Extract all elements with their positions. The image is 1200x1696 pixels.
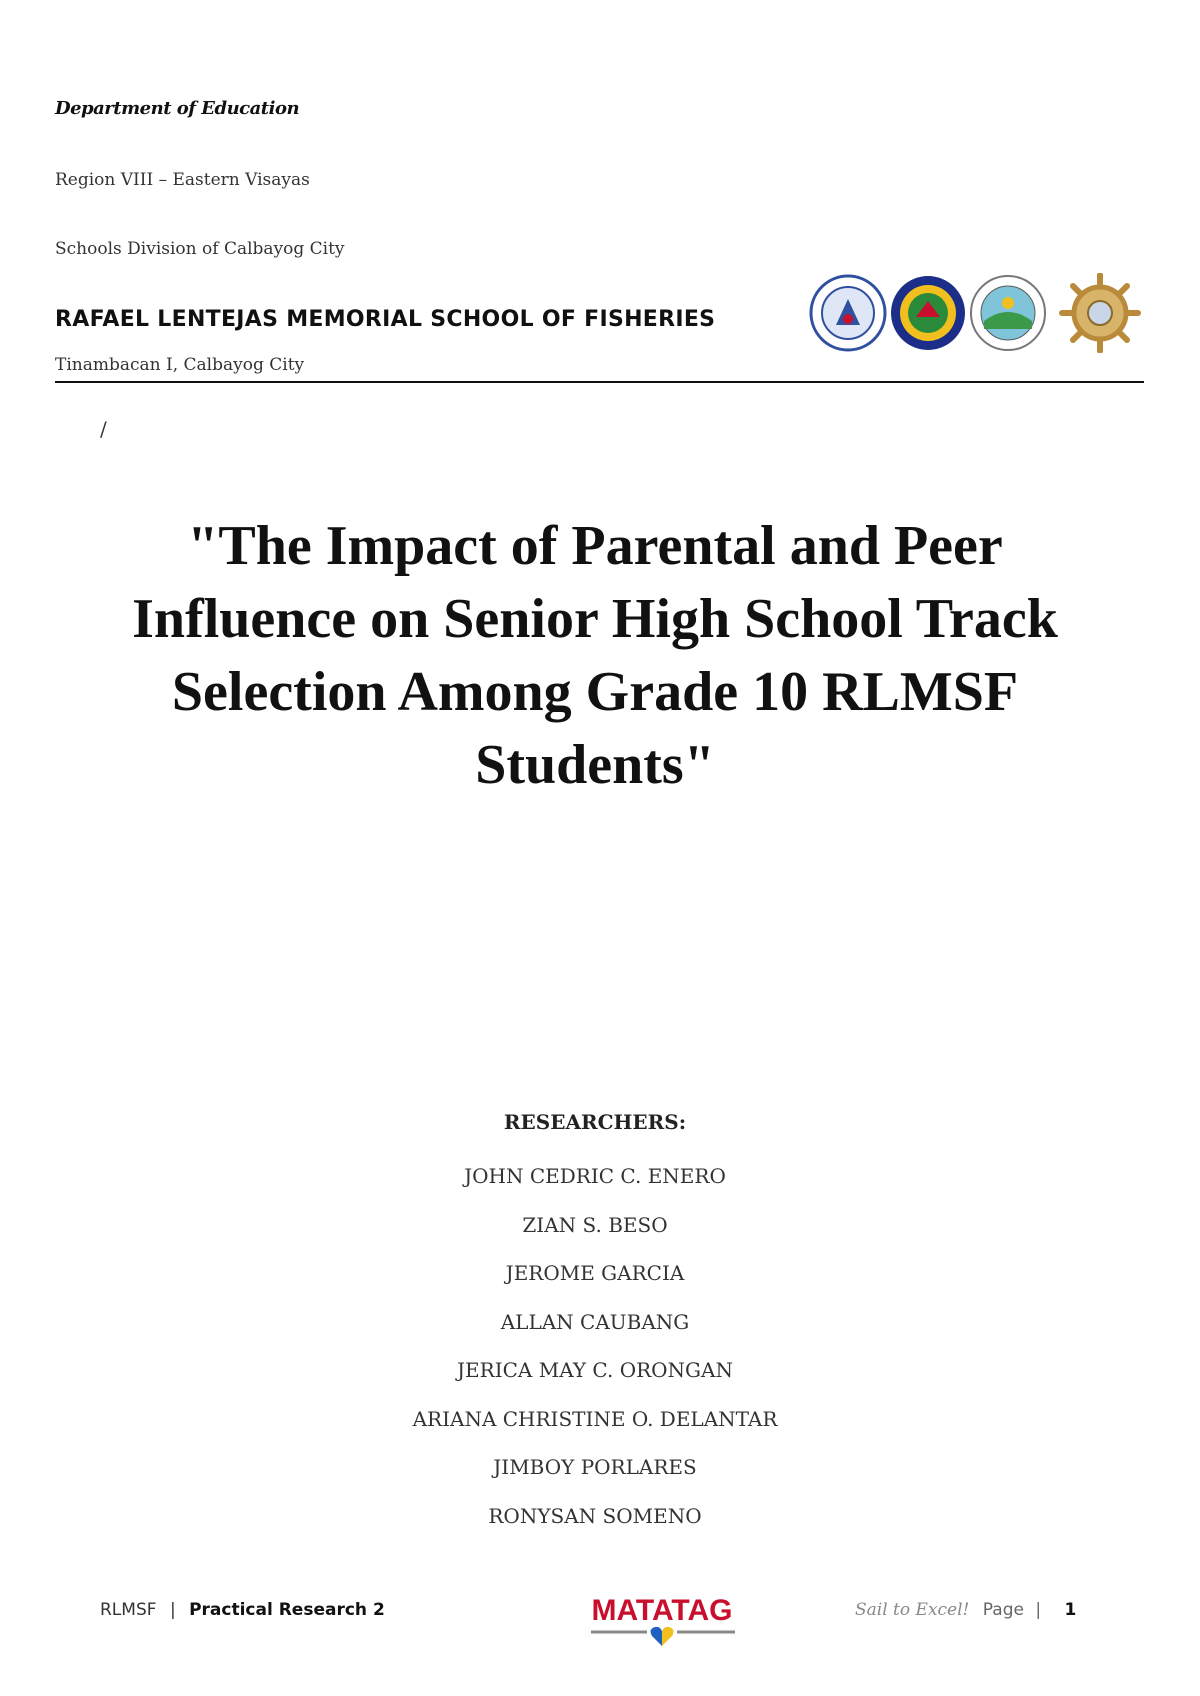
deped-seal-icon (811, 276, 885, 350)
city-seal-icon (971, 276, 1045, 350)
title-line: Influence on Senior High School Track (132, 588, 1058, 650)
heart-icon (651, 1627, 674, 1646)
matatag-logo (585, 1592, 740, 1652)
researcher-name: JIMBOY PORLARES (493, 1455, 697, 1479)
thesis-title (90, 510, 1100, 802)
researchers-section (0, 1110, 1190, 1540)
researcher-name: JERICA MAY C. ORONGAN (457, 1358, 733, 1382)
division-seal-icon (891, 276, 965, 350)
footer-left (100, 1600, 385, 1620)
footer-motto: Sail to Excel! (855, 1600, 970, 1620)
page-label: Page (982, 1600, 1024, 1620)
ship-wheel-icon (1062, 275, 1138, 351)
researcher-name: JEROME GARCIA (505, 1261, 685, 1285)
researcher-name: ARIANA CHRISTINE O. DELANTAR (412, 1406, 778, 1431)
researcher-name: ZIAN S. BESO (522, 1212, 668, 1237)
footer-school-code: RLMSF (100, 1600, 157, 1620)
footer-separator: | (169, 1600, 176, 1620)
page-number: 1 (1064, 1600, 1077, 1620)
researcher-name: RONYSAN SOMENO (488, 1503, 702, 1528)
division-line: Schools Division of Calbayog City (55, 239, 345, 259)
researcher-name: ALLAN CAUBANG (500, 1309, 690, 1334)
school-name: RAFAEL LENTEJAS MEMORIAL SCHOOL OF FISHERIES (55, 307, 716, 332)
title-line: Students" (475, 734, 715, 796)
region-line: Region VIII – Eastern Visayas (55, 170, 310, 190)
title-line: Selection Among Grade 10 RLMSF (171, 661, 1019, 723)
researchers-heading: RESEARCHERS: (503, 1110, 687, 1134)
researcher-name: JOHN CEDRIC C. ENERO (464, 1164, 726, 1188)
department-name: Department of Education (55, 98, 300, 119)
footer-separator: | (1035, 1600, 1042, 1620)
stray-slash-mark: / (100, 417, 107, 441)
title-line: "The Impact of Parental and Peer (187, 515, 1003, 577)
header-divider (55, 381, 1144, 383)
footer-right (855, 1600, 1076, 1620)
school-address: Tinambacan I, Calbayog City (55, 355, 305, 375)
header-logos (808, 273, 1146, 353)
matatag-wordmark: MATATAG (591, 1594, 733, 1627)
footer-subject: Practical Research 2 (189, 1600, 385, 1620)
